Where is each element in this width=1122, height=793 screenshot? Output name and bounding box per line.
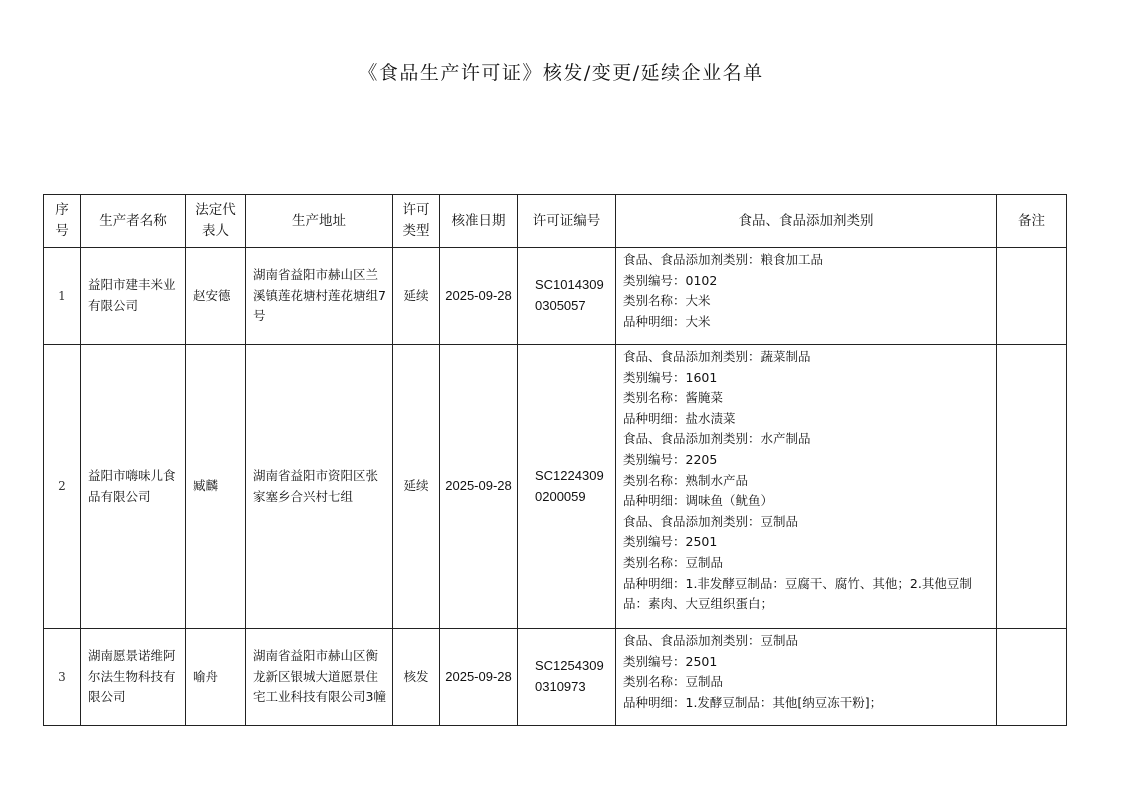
- row-seq: 3: [44, 629, 81, 726]
- table-header-row: [44, 195, 1067, 248]
- category-line: 类别名称：豆制品: [623, 674, 724, 690]
- category-line: 类别名称：酱腌菜: [623, 390, 724, 406]
- row-remarks: [997, 629, 1067, 726]
- document-title: 《食品生产许可证》核发/变更/延续企业名单: [358, 62, 764, 84]
- row-category: [616, 345, 997, 629]
- table-row: [44, 629, 1067, 726]
- category-line: 品种明细：1.发酵豆制品：其他[纳豆冻干粉]；: [623, 694, 883, 710]
- row-approval-date: 2025-09-28: [440, 248, 518, 345]
- row-producer: 益阳市建丰米业有限公司: [81, 248, 186, 345]
- row-producer: 益阳市嗨味儿食品有限公司: [81, 345, 186, 629]
- row-license-no: [518, 248, 616, 345]
- header-license-no: 许可证编号: [518, 195, 616, 248]
- header-approval-date: 核准日期: [440, 195, 518, 248]
- row-permit-type: 延续: [393, 248, 440, 345]
- category-line: 食品、食品添加剂类别：豆制品: [623, 633, 799, 648]
- table-row: [44, 345, 1067, 629]
- category-line: 类别名称：豆制品: [623, 554, 724, 570]
- row-license-no: [518, 629, 616, 726]
- category-line: 食品、食品添加剂类别：蔬菜制品: [623, 349, 811, 364]
- category-line: 类别编号：2501: [623, 534, 718, 550]
- license-no-part-2: 0200059: [535, 488, 586, 504]
- row-license-no: [518, 345, 616, 629]
- category-line: 食品、食品添加剂类别：水产制品: [623, 431, 811, 447]
- row-remarks: [997, 345, 1067, 629]
- row-address: 湖南省益阳市资阳区张家塞乡合兴村七组: [246, 345, 393, 629]
- row-permit-type: 延续: [393, 345, 440, 629]
- license-no-part-1: SC1014309: [535, 277, 604, 293]
- row-legal-rep: 赵安德: [186, 248, 246, 345]
- license-no-part-1: SC1224309: [535, 467, 604, 483]
- row-approval-date: 2025-09-28: [440, 629, 518, 726]
- category-line: 类别编号：0102: [623, 272, 718, 288]
- table-row: [44, 248, 1067, 345]
- row-address: 湖南省益阳市赫山区兰溪镇莲花塘村莲花塘组7号: [246, 248, 393, 345]
- header-seq: 序号: [44, 195, 81, 248]
- row-legal-rep: 臧麟: [186, 345, 246, 629]
- category-line: 品种明细：大米: [623, 313, 711, 329]
- category-line: 类别名称：大米: [623, 293, 711, 309]
- category-line: 类别名称：熟制水产品: [623, 472, 749, 488]
- license-no-part-1: SC1254309: [535, 658, 604, 674]
- header-permit-type: 许可类型: [393, 195, 440, 248]
- license-no-part-2: 0305057: [535, 298, 586, 313]
- header-producer: 生产者名称: [81, 195, 186, 248]
- row-producer: 湖南愿景诺维阿尔法生物科技有限公司: [81, 629, 186, 726]
- row-approval-date: 2025-09-28: [440, 345, 518, 629]
- row-category: [616, 248, 997, 345]
- header-remarks: 备注: [997, 195, 1067, 248]
- row-legal-rep: 喻舟: [186, 629, 246, 726]
- category-line: 品种明细：1.非发酵豆制品：豆腐干、腐竹、其他；2.其他豆制品：素肉、大豆组织蛋白；: [623, 575, 972, 612]
- header-address: 生产地址: [246, 195, 393, 248]
- category-line: 品种明细：盐水渍菜: [623, 410, 736, 426]
- row-remarks: [997, 248, 1067, 345]
- license-no-part-2: 0310973: [535, 679, 586, 694]
- category-line: 类别编号：2501: [623, 653, 718, 669]
- category-line: 类别编号：1601: [623, 369, 718, 385]
- row-category: [616, 629, 997, 726]
- category-line: 品种明细：调味鱼（鱿鱼）: [623, 493, 774, 509]
- category-line: 类别编号：2205: [623, 451, 718, 467]
- header-category: 食品、食品添加剂类别: [616, 195, 997, 248]
- row-address: 湖南省益阳市赫山区衡龙新区银城大道愿景住宅工业科技有限公司3幢: [246, 629, 393, 726]
- permit-list-table: [43, 194, 1067, 726]
- category-line: 食品、食品添加剂类别：豆制品: [623, 513, 799, 529]
- header-legal-rep: 法定代表人: [186, 195, 246, 248]
- row-permit-type: 核发: [393, 629, 440, 726]
- category-line: 食品、食品添加剂类别：粮食加工品: [623, 252, 824, 267]
- row-seq: 1: [44, 248, 81, 345]
- row-seq: 2: [44, 345, 81, 629]
